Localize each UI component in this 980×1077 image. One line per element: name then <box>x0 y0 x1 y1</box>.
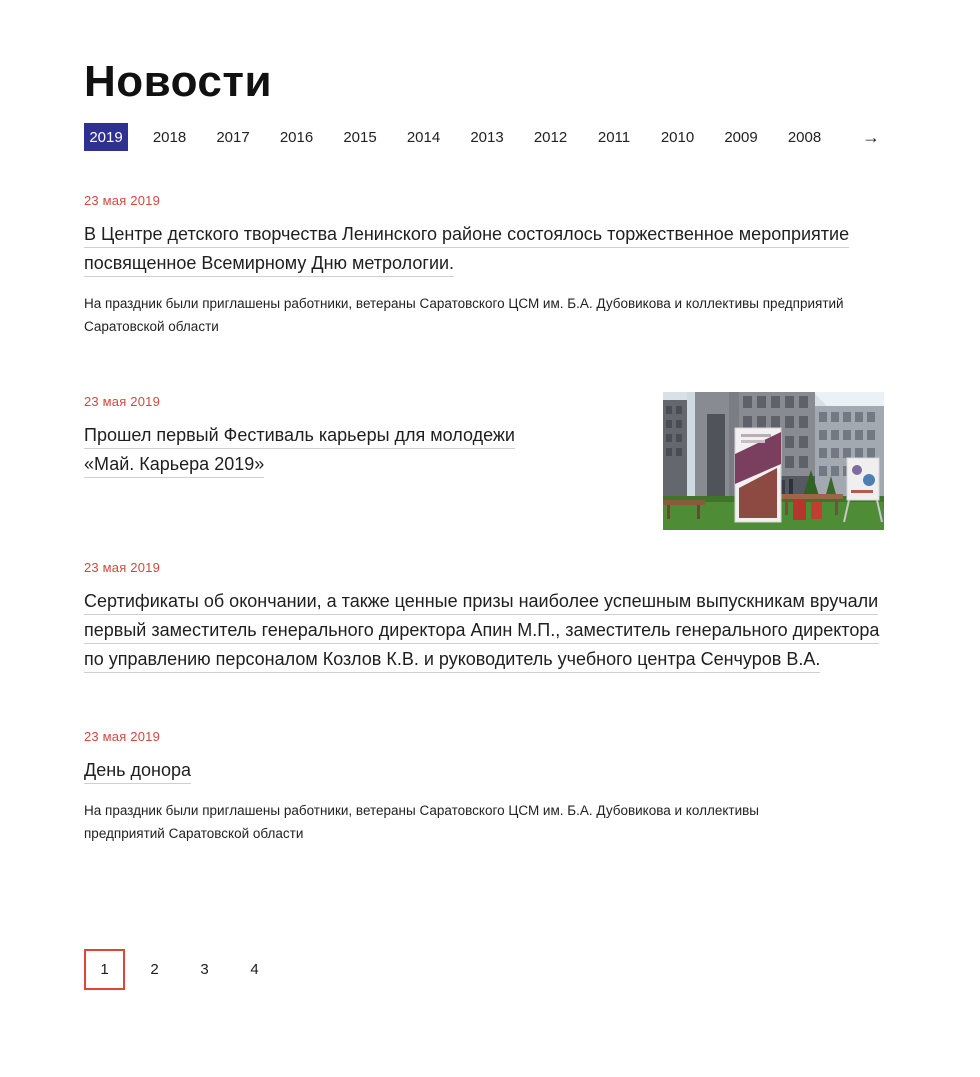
news-thumbnail-photo[interactable] <box>663 392 884 530</box>
year-tab-2012[interactable]: 2012 <box>533 128 568 146</box>
pagination-page-1[interactable]: 1 <box>84 949 125 990</box>
pagination-page-3[interactable]: 3 <box>184 949 225 990</box>
year-tab-2011[interactable]: 2011 <box>597 128 631 146</box>
news-item <box>84 394 884 530</box>
news-item <box>84 729 884 845</box>
pagination-page-4[interactable]: 4 <box>234 949 275 990</box>
news-item <box>84 193 884 338</box>
news-title-link[interactable]: Сертификаты об окончании, а также ценные призы наиболее успешным выпускникам вручали первый заместитель генерального директора Апин М.П., заместитель генерального директора по управлению персоналом Козлов К.В. и руководитель учебного центра Сенчуров В.А. <box>84 591 879 673</box>
year-filter-nav <box>84 123 884 151</box>
page-title: Новости <box>84 57 272 106</box>
news-item <box>84 560 884 673</box>
year-tab-2017[interactable]: 2017 <box>216 128 250 146</box>
news-summary: На праздник были приглашены работники, ветераны Саратовского ЦСМ им. Б.А. Дубовикова и коллективы предприятий Саратовской области <box>84 803 759 841</box>
year-tab-2018[interactable]: 2018 <box>152 128 187 146</box>
news-date: 23 мая 2019 <box>84 193 161 208</box>
arrow-right-icon[interactable]: → <box>858 126 884 148</box>
year-tab-2008[interactable]: 2008 <box>787 128 822 146</box>
news-title-link[interactable]: Прошел первый Фестиваль карьеры для молодежи «Май. Карьера 2019» <box>84 425 515 478</box>
year-tab-2019[interactable]: 2019 <box>84 123 128 151</box>
news-title-link[interactable]: День донора <box>84 760 191 784</box>
year-tab-2010[interactable]: 2010 <box>660 128 695 146</box>
year-tab-2013[interactable]: 2013 <box>470 128 504 146</box>
pagination-page-2[interactable]: 2 <box>134 949 175 990</box>
year-tab-2016[interactable]: 2016 <box>279 128 314 146</box>
news-page <box>84 0 884 1060</box>
year-tab-2009[interactable]: 2009 <box>724 128 758 146</box>
pagination <box>84 949 884 990</box>
year-tab-2014[interactable]: 2014 <box>406 128 441 146</box>
news-date: 23 мая 2019 <box>84 560 161 575</box>
news-title-link[interactable]: В Центре детского творчества Ленинского районе состоялось торжественное мероприятие посвященное Всемирному Дню метрологии. <box>84 224 849 277</box>
year-tab-2015[interactable]: 2015 <box>343 128 377 146</box>
news-summary: На праздник были приглашены работники, ветераны Саратовского ЦСМ им. Б.А. Дубовикова и коллективы предприятий Саратовской области <box>84 296 844 334</box>
news-date: 23 мая 2019 <box>84 394 161 409</box>
news-date: 23 мая 2019 <box>84 729 161 744</box>
